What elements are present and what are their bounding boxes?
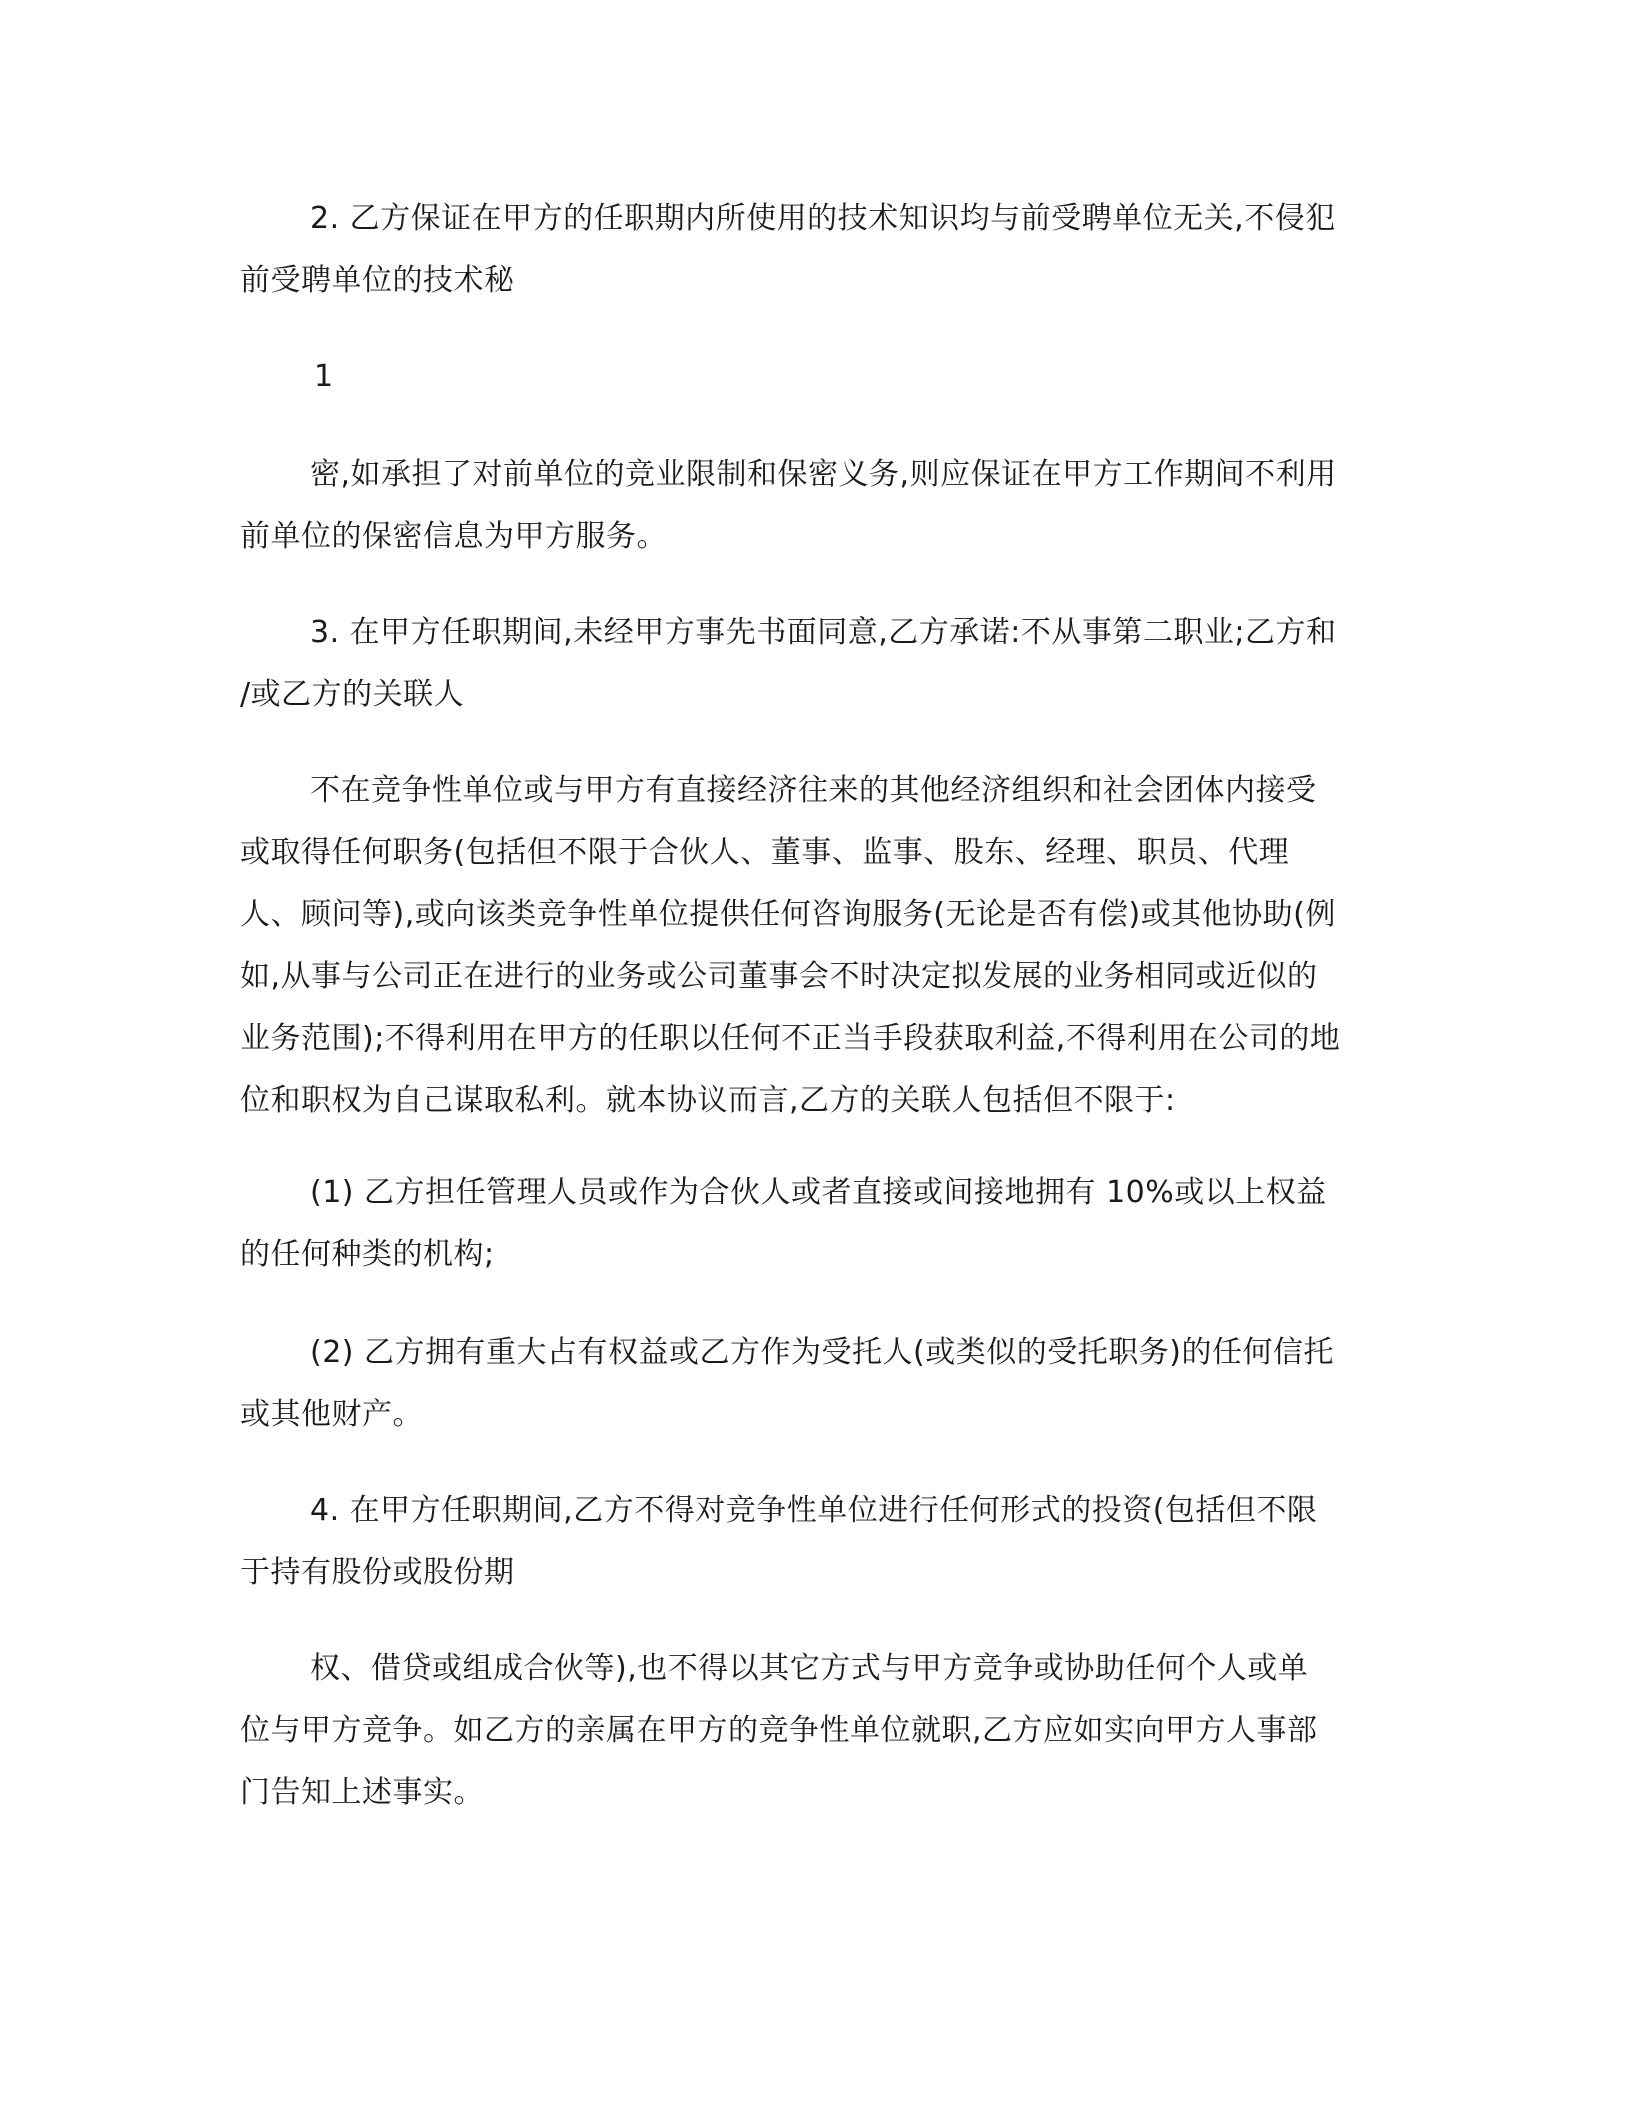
text-line: 前受聘单位的技术秘 [240, 263, 515, 298]
text-line: 如,从事与公司正在进行的业务或公司董事会不时决定拟发展的业务相同或近似的 [240, 959, 1318, 994]
paragraph-item-1 [240, 1162, 1385, 1286]
page-number: 1 [314, 359, 334, 394]
paragraph-clause-4-continued [240, 1638, 1385, 1824]
text-line: 或取得任何职务(包括但不限于合伙人、董事、监事、股东、经理、职员、代理 [240, 835, 1290, 870]
text-line: 位与甲方竞争。如乙方的亲属在甲方的竞争性单位就职,乙方应如实向甲方人事部 [240, 1713, 1318, 1748]
paragraph-clause-4 [240, 1480, 1385, 1604]
paragraph-clause-2-continued [240, 444, 1385, 568]
text-line: 4. 在甲方任职期间,乙方不得对竞争性单位进行任何形式的投资(包括但不限 [310, 1493, 1318, 1528]
paragraph-clause-2 [240, 188, 1385, 312]
paragraph-item-2 [240, 1322, 1385, 1446]
text-line: (1) 乙方担任管理人员或作为合伙人或者直接或间接地拥有 10%或以上权益 [310, 1175, 1327, 1210]
paragraph-clause-3 [240, 602, 1385, 726]
text-line: 3. 在甲方任职期间,未经甲方事先书面同意,乙方承诺:不从事第二职业;乙方和 [310, 615, 1337, 650]
text-line: 的任何种类的机构; [240, 1237, 495, 1272]
text-line: /或乙方的关联人 [240, 677, 465, 712]
text-line: 人、顾问等),或向该类竞争性单位提供任何咨询服务(无论是否有偿)或其他协助(例 [240, 897, 1336, 932]
text-line: 权、借贷或组成合伙等),也不得以其它方式与甲方竞争或协助任何个人或单 [310, 1651, 1309, 1686]
text-line: 于持有股份或股份期 [240, 1555, 515, 1590]
text-line: (2) 乙方拥有重大占有权益或乙方作为受托人(或类似的受托职务)的任何信托 [310, 1335, 1334, 1370]
text-line: 业务范围);不得利用在甲方的任职以任何不正当手段获取利益,不得利用在公司的地 [240, 1021, 1341, 1056]
text-line: 不在竞争性单位或与甲方有直接经济往来的其他经济组织和社会团体内接受 [310, 773, 1317, 808]
text-line: 或其他财产。 [240, 1397, 423, 1432]
text-line: 密,如承担了对前单位的竞业限制和保密义务,则应保证在甲方工作期间不利用 [310, 457, 1337, 492]
text-line: 门告知上述事实。 [240, 1775, 484, 1810]
text-line: 前单位的保密信息为甲方服务。 [240, 519, 667, 554]
paragraph-clause-3-continued [240, 760, 1385, 1132]
text-line: 2. 乙方保证在甲方的任职期内所使用的技术知识均与前受聘单位无关,不侵犯 [310, 201, 1336, 236]
text-line: 位和职权为自己谋取私利。就本协议而言,乙方的关联人包括但不限于: [240, 1083, 1176, 1118]
